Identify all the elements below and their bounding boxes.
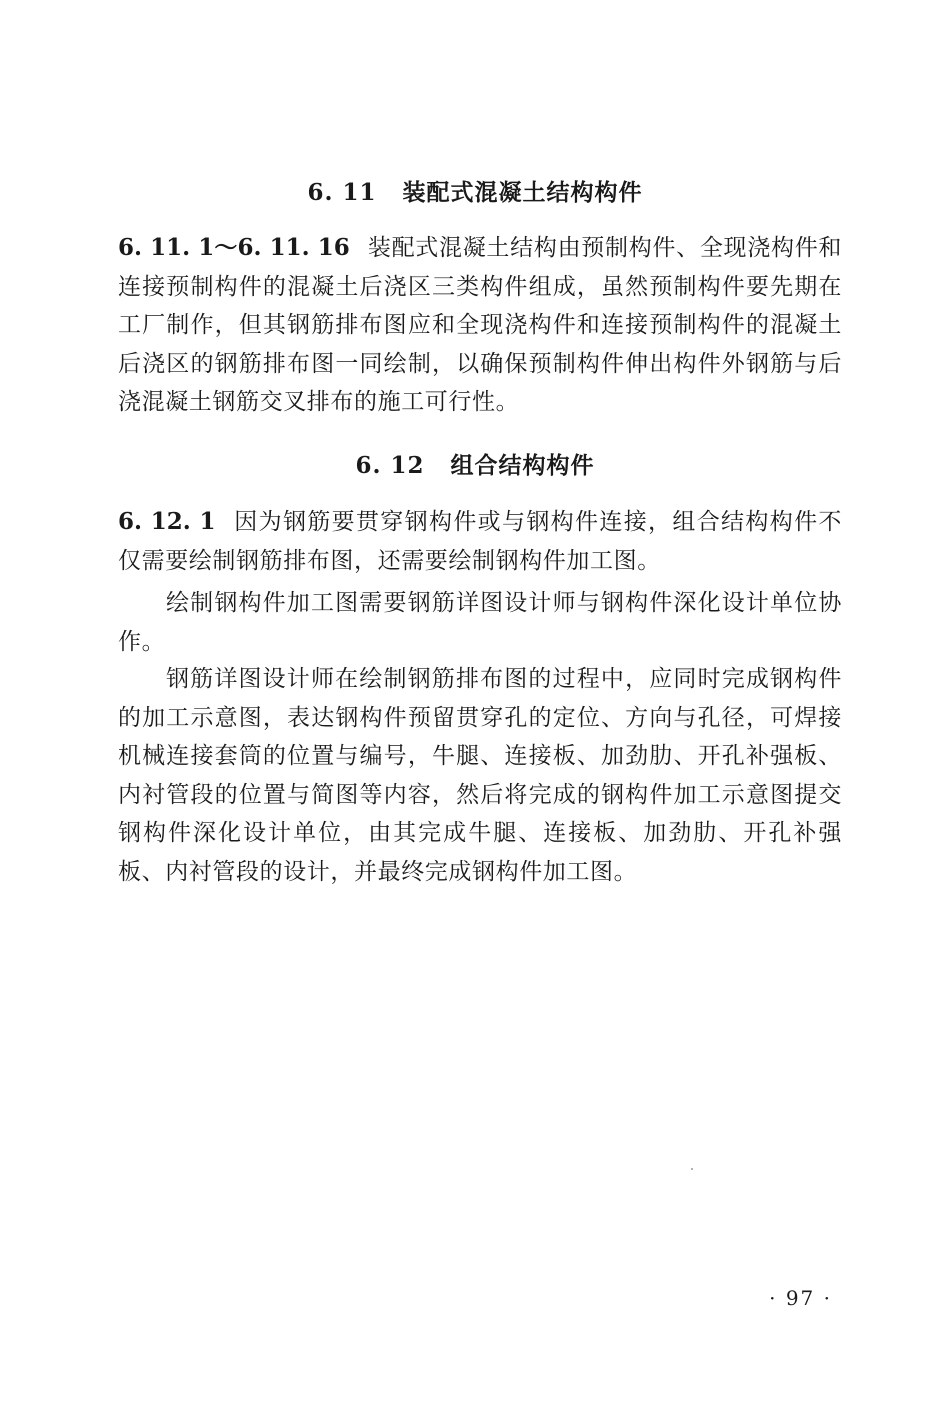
paragraph-detailing-process: 钢筋详图设计师在绘制钢筋排布图的过程中，应同时完成钢构件的加工示意图，表达钢构件预留贯穿孔的定位、方向与孔径，可焊接机械连接套筒的位置与编号，牛腿、连接板、加劲肋、开孔补强板、内衬管段的位置与简图等内容，然后将完成的钢构件加工示意图提交钢构件深化设计单位，由其完成牛腿、连接板、加劲肋、开孔补强板、内衬管段的设计，并最终完成钢构件加工图。 bbox=[118, 666, 842, 885]
section-title: 组合结构构件 bbox=[450, 453, 595, 479]
clause-number: 6. 11. 1～6. 11. 16 bbox=[118, 234, 350, 261]
clause-text: 装配式混凝土结构由预制构件、全现浇构件和连接预制构件的混凝土后浇区三类构件组成，虽然预制构件要先期在工厂制作，但其钢筋排布图应和全现浇构件和连接预制构件的混凝土后浇区的钢筋排布图一同绘制，以确保预制构件伸出构件外钢筋与后浇混凝土钢筋交叉排布的施工可行性。 bbox=[118, 235, 843, 415]
scan-speck bbox=[691, 1168, 693, 1170]
clause-text: 因为钢筋要贯穿钢构件或与钢构件连接，组合结构构件不仅需要绘制钢筋排布图，还需要绘制钢构件加工图。 bbox=[118, 509, 843, 574]
clause-number: 6. 12. 1 bbox=[118, 508, 216, 535]
clause-6-12-1 bbox=[118, 503, 842, 580]
section-number: 6. 11 bbox=[307, 179, 377, 206]
section-heading-6-11 bbox=[0, 178, 950, 208]
section-heading-6-12 bbox=[0, 451, 950, 481]
section-number: 6. 12 bbox=[355, 452, 425, 479]
paragraph-collaboration: 绘制钢构件加工图需要钢筋详图设计师与钢构件深化设计单位协作。 bbox=[118, 590, 842, 655]
section-title: 装配式混凝土结构构件 bbox=[402, 180, 643, 206]
page-number: · 97 · bbox=[769, 1286, 832, 1310]
clause-6-11-1 bbox=[118, 229, 842, 422]
